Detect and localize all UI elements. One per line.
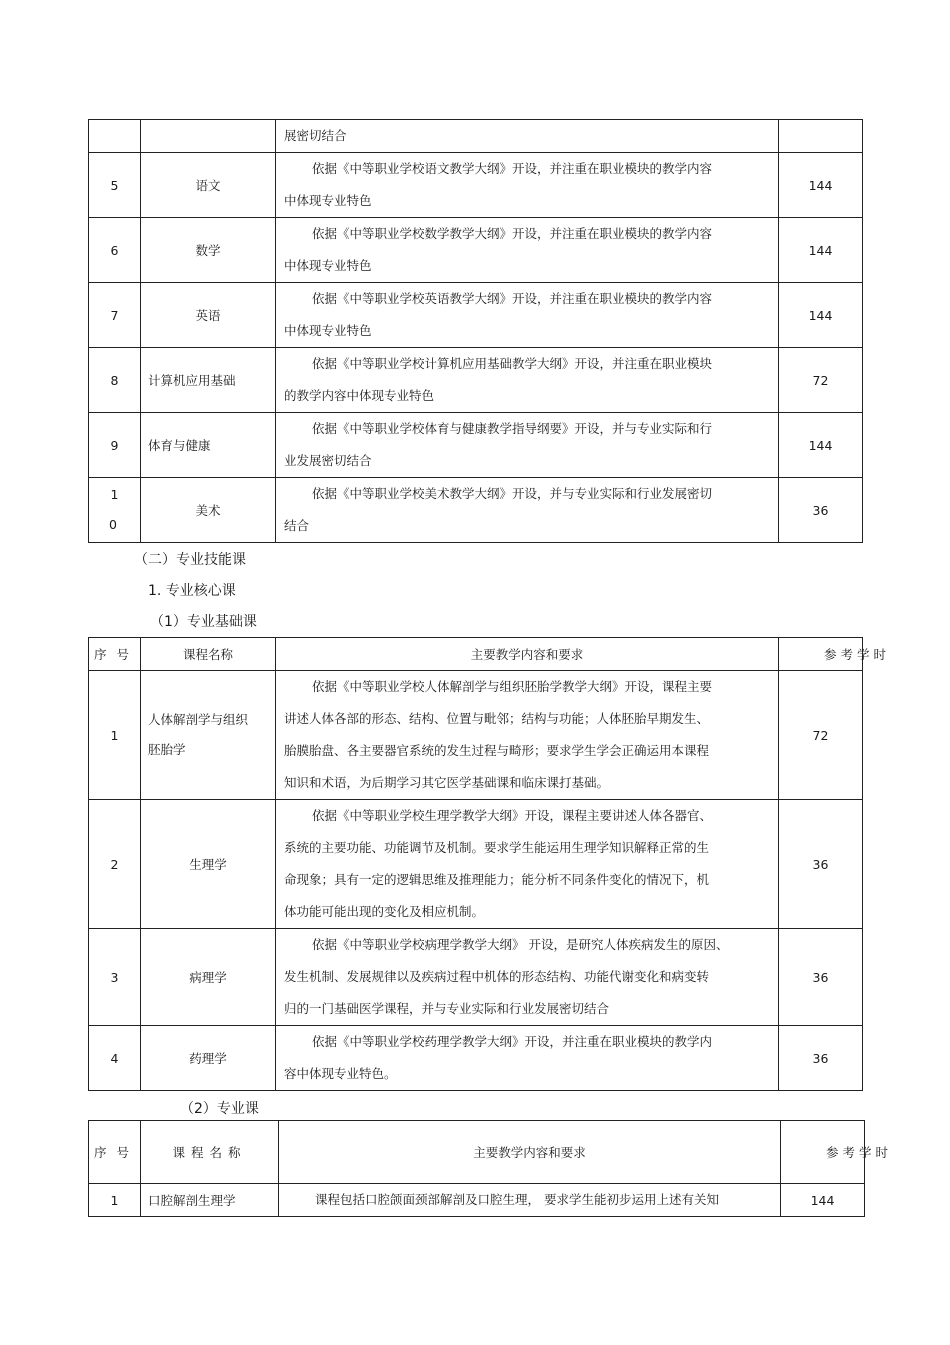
content-line: 依据《中等职业学校语文教学大纲》开设，并注重在职业模块的教学内容: [312, 161, 713, 176]
course-number: 8: [89, 348, 141, 413]
course-name: 美术: [141, 478, 276, 543]
content-line: 依据《中等职业学校病理学教学大纲》 开设，是研究人体疾病发生的原因、: [312, 937, 729, 952]
course-name: 体育与健康: [141, 413, 276, 478]
course-name: 数学: [141, 218, 276, 283]
content-line: 体功能可能出现的变化及相应机制。: [284, 904, 485, 919]
content-line: 依据《中等职业学校人体解剖学与组织胚胎学教学大纲》开设，课程主要: [312, 679, 713, 694]
content-line: 依据《中等职业学校英语教学大纲》开设，并注重在职业模块的教学内容: [312, 291, 713, 306]
header-seq: 序号: [89, 638, 141, 671]
course-number: 7: [89, 283, 141, 348]
course-hours: 36: [779, 478, 863, 543]
content-line: 依据《中等职业学校生理学教学大纲》开设，课程主要讲述人体各器官、: [312, 808, 713, 823]
content-line: 讲述人体各部的形态、结构、位置与毗邻；结构与功能；人体胚胎早期发生、: [284, 711, 710, 726]
table-row: [89, 120, 863, 153]
header-name: 课程名称: [141, 1121, 279, 1184]
header-content: 主要教学内容和要求: [276, 638, 779, 671]
course-content: [276, 413, 779, 478]
course-content: [276, 478, 779, 543]
subsection-heading: （1）专业基础课: [150, 614, 257, 630]
content-line: 依据《中等职业学校计算机应用基础教学大纲》开设，并注重在职业模块: [312, 356, 713, 371]
content-line: 中体现专业特色: [284, 258, 372, 273]
content-line: 容中体现专业特色。: [284, 1066, 397, 1081]
course-number: 1: [89, 671, 141, 800]
table-row: [89, 153, 863, 218]
course-name: 药理学: [141, 1026, 276, 1091]
table-row: [89, 929, 863, 1026]
course-number-part: 0: [109, 517, 117, 532]
course-number: [89, 120, 141, 153]
content-line: 展密切结合: [284, 128, 347, 143]
course-content: [276, 348, 779, 413]
content-line: 胎膜胎盘、各主要器官系统的发生过程与畸形；要求学生学会正确运用本课程: [284, 743, 710, 758]
course-hours: 36: [779, 929, 863, 1026]
table-header-row: [89, 1121, 865, 1184]
content-line: 课程包括口腔颌面颈部解剖及口腔生理， 要求学生能初步运用上述有关知: [315, 1192, 719, 1207]
table-row: [89, 348, 863, 413]
course-content: [276, 283, 779, 348]
course-name: [141, 671, 276, 800]
course-content: [276, 929, 779, 1026]
content-line: 依据《中等职业学校美术教学大纲》开设，并与专业实际和行业发展密切: [312, 486, 713, 501]
content-line: 中体现专业特色: [284, 193, 372, 208]
table-row: [89, 218, 863, 283]
content-line: 依据《中等职业学校药理学教学大纲》开设，并注重在职业模块的教学内: [312, 1034, 713, 1049]
table-row: [89, 478, 863, 543]
header-name: 课程名称: [141, 638, 276, 671]
course-name: 病理学: [141, 929, 276, 1026]
course-name-line: 人体解剖学与组织: [148, 712, 249, 727]
course-number: 3: [89, 929, 141, 1026]
course-number: 9: [89, 413, 141, 478]
course-content: [276, 1026, 779, 1091]
table-row: [89, 413, 863, 478]
table-row: [89, 283, 863, 348]
subsection-heading: 1. 专业核心课: [148, 583, 236, 599]
course-content: [276, 120, 779, 153]
content-line: 结合: [284, 518, 310, 533]
course-hours: 72: [779, 671, 863, 800]
course-hours: 36: [779, 1026, 863, 1091]
course-content: [279, 1184, 781, 1217]
course-name: 计算机应用基础: [141, 348, 276, 413]
header-seq: 序号: [89, 1121, 141, 1184]
course-content: [276, 153, 779, 218]
course-hours: 36: [779, 800, 863, 929]
course-name: 口腔解剖生理学: [141, 1184, 279, 1217]
content-line: 系统的主要功能、功能调节及机制。要求学生能运用生理学知识解释正常的生: [284, 840, 710, 855]
course-hours: 144: [779, 283, 863, 348]
course-hours: 144: [781, 1184, 865, 1217]
course-name: 语文: [141, 153, 276, 218]
course-number: [89, 478, 141, 543]
course-name-line: 胚胎学: [148, 742, 186, 757]
course-number: 4: [89, 1026, 141, 1091]
content-line: 依据《中等职业学校数学教学大纲》开设，并注重在职业模块的教学内容: [312, 226, 713, 241]
course-content: [276, 800, 779, 929]
course-name: 英语: [141, 283, 276, 348]
course-name: 生理学: [141, 800, 276, 929]
course-number: 5: [89, 153, 141, 218]
course-hours: 144: [779, 413, 863, 478]
content-line: 的教学内容中体现专业特色: [284, 388, 435, 403]
course-number-part: 1: [110, 487, 119, 502]
content-line: 知识和术语，为后期学习其它医学基础课和临床课打基础。: [284, 775, 610, 790]
course-hours: 144: [779, 153, 863, 218]
content-line: 归的一门基础医学课程，并与专业实际和行业发展密切结合: [284, 1001, 610, 1016]
course-content: [276, 218, 779, 283]
course-number: 2: [89, 800, 141, 929]
content-line: 命现象；具有一定的逻辑思维及推理能力；能分析不同条件变化的情况下，机: [284, 872, 710, 887]
course-number: 1: [89, 1184, 141, 1217]
course-hours: 72: [779, 348, 863, 413]
header-hours: 参考学时: [781, 1121, 865, 1184]
course-name: [141, 120, 276, 153]
course-content: [276, 671, 779, 800]
table-row: [89, 1026, 863, 1091]
public-course-table: [88, 119, 863, 543]
header-content: 主要教学内容和要求: [279, 1121, 781, 1184]
course-hours: [779, 120, 863, 153]
course-number: 6: [89, 218, 141, 283]
table-header-row: [89, 638, 863, 671]
table-row: [89, 1184, 865, 1217]
course-hours: 144: [779, 218, 863, 283]
subsection-heading: （2）专业课: [180, 1101, 259, 1117]
table-row: [89, 800, 863, 929]
major-course-table: [88, 1120, 893, 1217]
section-heading: （二）专业技能课: [134, 552, 246, 568]
content-line: 业发展密切结合: [284, 453, 372, 468]
content-line: 依据《中等职业学校体育与健康教学指导纲要》开设，并与专业实际和行: [312, 421, 713, 436]
table-row: [89, 671, 863, 800]
content-line: 发生机制、发展规律以及疾病过程中机体的形态结构、功能代谢变化和病变转: [284, 969, 710, 984]
header-hours: 参考学时: [779, 638, 863, 671]
basic-course-table: [88, 637, 891, 1091]
content-line: 中体现专业特色: [284, 323, 372, 338]
